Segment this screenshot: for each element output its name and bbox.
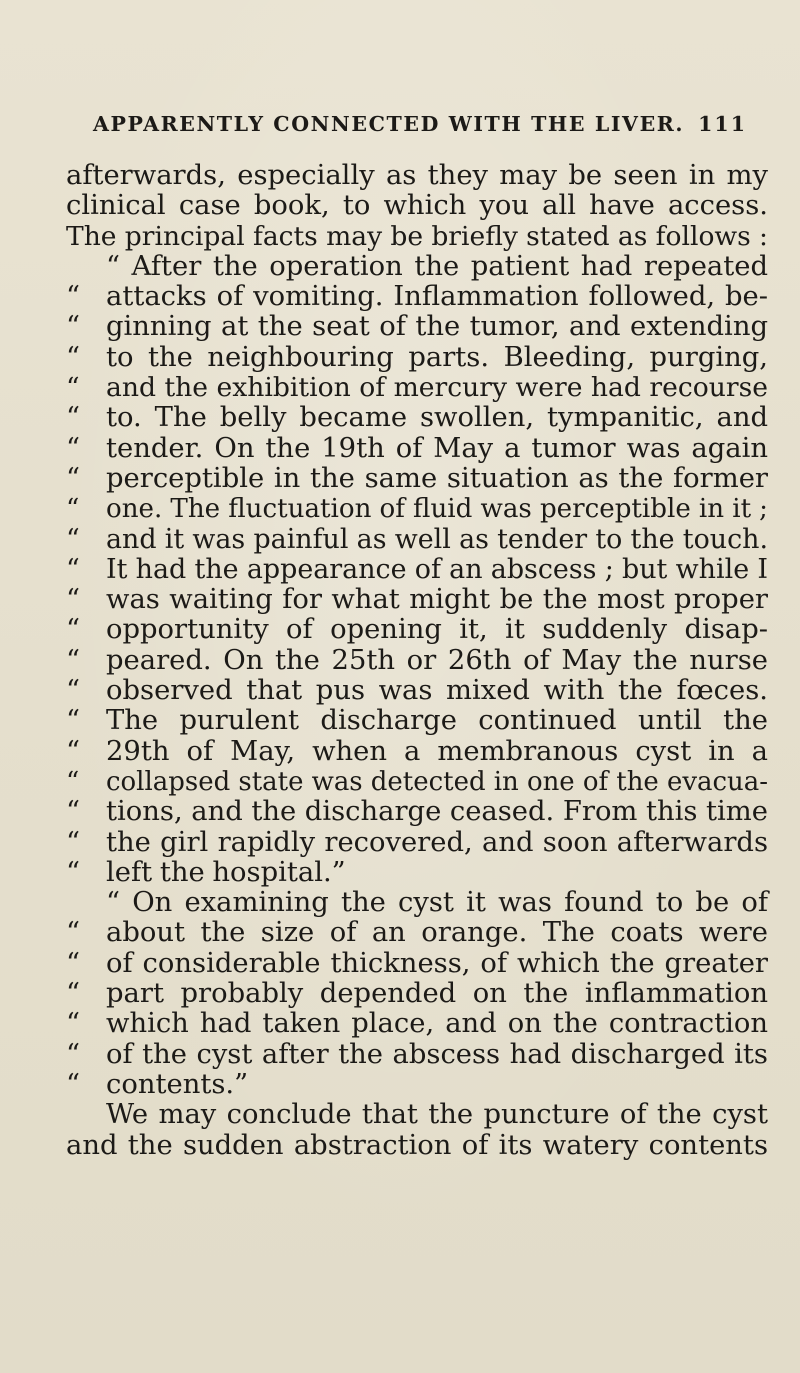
text-line: “ part probably depended on the inflammation [66, 979, 768, 1009]
text-line: We may conclude that the puncture of the cyst [106, 1099, 768, 1131]
text-line: “ collapsed state was detected in one of the evacua- [66, 767, 768, 797]
running-header [0, 112, 800, 136]
text-line: afterwards, especially as they may be seen in my [66, 160, 768, 191]
text-line: “ tions, and the discharge ceased. From this time [66, 797, 768, 827]
page-number: 111 [698, 112, 747, 136]
text-line: “ which had taken place, and on the contraction [66, 1009, 768, 1039]
body-text [66, 161, 768, 1161]
text-line: and the sudden abstraction of its watery contents [66, 1129, 768, 1161]
text-line: “ and the exhibition of mercury were had recourse [66, 373, 768, 403]
text-line: “ the girl rapidly recovered, and soon afterwards [66, 828, 768, 858]
text-line: “ to. The belly became swollen, tympanitic, and [66, 403, 768, 433]
text-line: “ was waiting for what might be the most proper [66, 585, 768, 615]
text-line: “ about the size of an orange. The coats were [66, 918, 768, 948]
text-line: “ After the operation the patient had repeated [106, 250, 768, 282]
text-line: “ of considerable thickness, of which the greater [66, 949, 768, 979]
text-line: “ tender. On the 19th of May a tumor was again [66, 434, 768, 464]
text-line: “ The purulent discharge continued until the [66, 706, 768, 736]
text-line: “ On examining the cyst it was found to be of [106, 887, 768, 919]
text-line: “ peared. On the 25th or 26th of May the nurse [66, 646, 768, 676]
text-line: “ opportunity of opening it, it suddenly disap- [66, 615, 768, 645]
text-line: clinical case book, to which you all have access. [66, 190, 768, 222]
text-line: “ one. The fluctuation of fluid was perceptible in it ; [66, 494, 768, 524]
text-line: “ observed that pus was mixed with the fœces. [66, 676, 768, 706]
text-line: “ to the neighbouring parts. Bleeding, purging, [66, 343, 768, 373]
text-line: “ contents.” [66, 1070, 768, 1100]
text-line: “ perceptible in the same situation as the former [66, 464, 768, 494]
text-line: “ left the hospital.” [66, 858, 768, 888]
text-line: “ and it was painful as well as tender to the touch. [66, 525, 768, 555]
text-line: The principal facts may be briefly stated as follows : [66, 220, 768, 252]
running-title: APPARENTLY CONNECTED WITH THE LIVER. [93, 112, 685, 136]
text-line: “ 29th of May, when a membranous cyst in a [66, 737, 768, 767]
text-line: “ It had the appearance of an abscess ; but while I [66, 555, 768, 585]
text-line: “ of the cyst after the abscess had discharged its [66, 1040, 768, 1070]
text-line: “ ginning at the seat of the tumor, and extending [66, 312, 768, 342]
text-line: “ attacks of vomiting. Inflammation followed, be- [66, 282, 768, 312]
